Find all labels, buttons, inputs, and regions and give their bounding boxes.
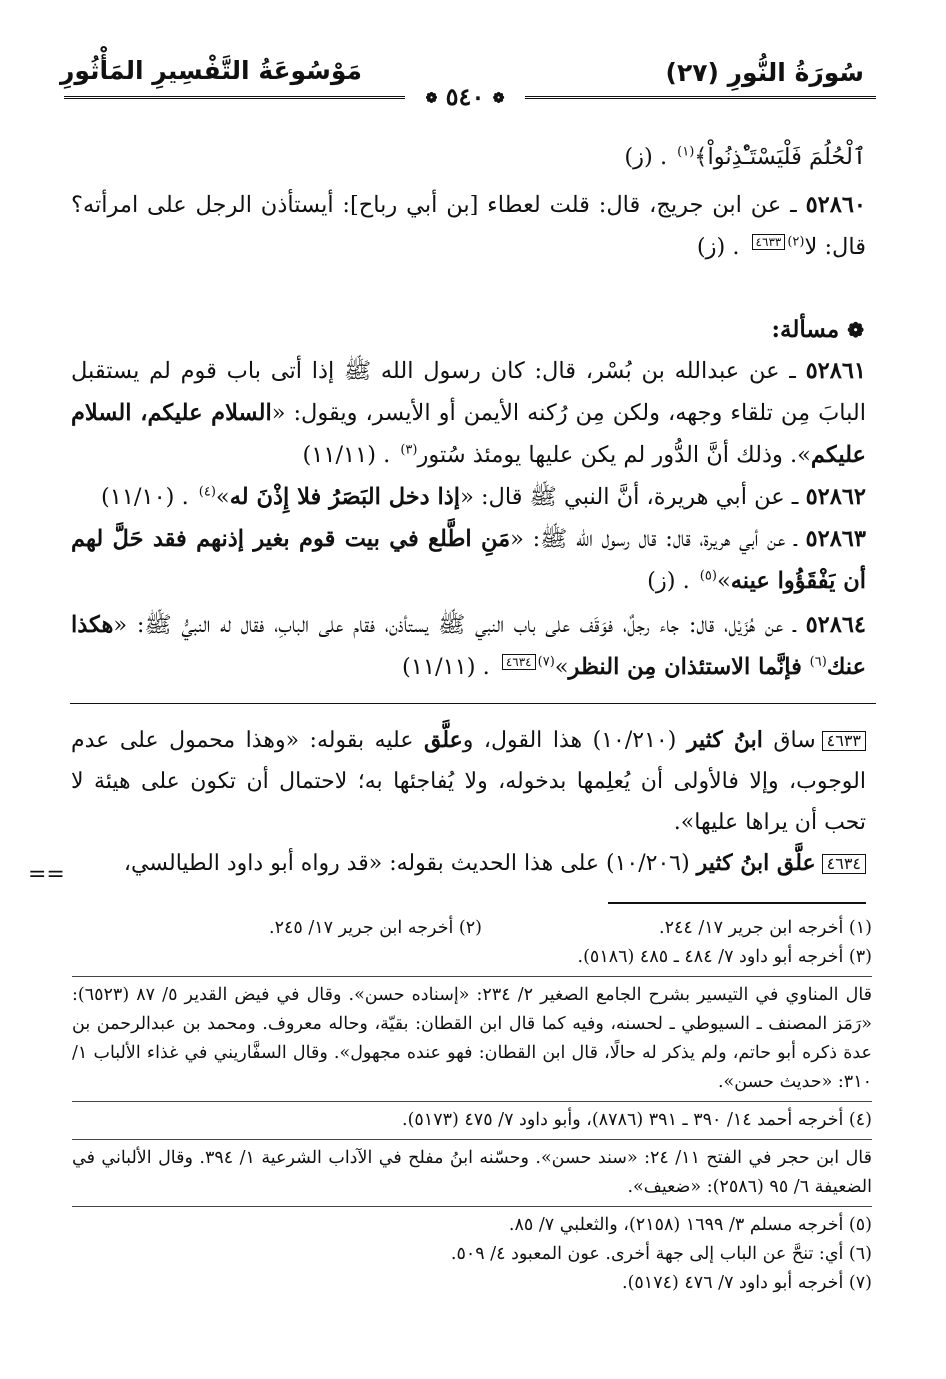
book-title: مَوْسُوعَةُ التَّفْسِيرِ المَأْثُورِ xyxy=(60,56,362,85)
hadith-text: » xyxy=(215,484,230,510)
footnote-ref: (٥) xyxy=(699,568,717,584)
hadith-number: ٥٢٨٦٣ xyxy=(805,526,866,552)
footnotes-rule xyxy=(608,902,866,904)
hadith-52860 xyxy=(71,184,866,268)
footnote-ref: (٤) xyxy=(198,484,216,500)
page-number: ٥٤٠ xyxy=(445,82,485,111)
note-bold: علَّق xyxy=(423,727,463,753)
verse-end-line xyxy=(71,136,866,178)
footnote-divider xyxy=(72,1206,872,1207)
note-box-ref: ٤٦٣٣ xyxy=(752,234,786,250)
surah-title: سُورَةُ النُّورِ (٢٧) xyxy=(665,58,864,87)
footnote-4: (٤) أخرجه أحمد ١٤/ ٣٩٠ ـ ٣٩١ (٨٧٨٦)، وأبو داود ٧/ ٤٧٥ (٥١٧٣). xyxy=(402,1110,872,1130)
notes-separator xyxy=(70,703,876,704)
hadith-52862 xyxy=(71,476,866,518)
footnote-7: (٧) أخرجه أبو داود ٧/ ٤٧٦ (٥١٧٤). xyxy=(622,1273,872,1293)
hadith-52863 xyxy=(71,518,866,602)
hadith-number: ٥٢٨٦٤ xyxy=(805,612,866,638)
hadith-quote: هكذا عنك xyxy=(71,612,866,680)
note-text: (١٠/٢١٠) هذا القول، و xyxy=(462,728,687,753)
source-mark: . (١١/١١) xyxy=(402,654,490,680)
hadith-text: ـ عن عبدالله بن بُسْر، قال: كان رسول الله ﷺ إذا أتى باب قوم لم يستقبل البابَ مِن تلقاء وجهه، ولكن مِن رُكنه الأيمن أو الأيسر، ويقول: « xyxy=(71,358,867,426)
page-number-box xyxy=(405,82,525,112)
ornament-icon: ❁ xyxy=(425,90,438,107)
footnote-divider xyxy=(72,976,872,977)
footnotes xyxy=(72,914,872,1298)
section-heading xyxy=(772,316,864,343)
footnote-divider xyxy=(72,1139,872,1140)
hadith-number: ٥٢٨٦٢ xyxy=(805,484,866,510)
hadith-text: ». وذلك أنَّ الدُّور لم يكن عليها يومئذ سُتور xyxy=(417,442,811,468)
hadith-quote: إذا دخل البَصَرُ فلا إِذْنَ له xyxy=(229,484,461,510)
source-mark: . (ز) xyxy=(647,568,690,594)
quran-fragment: ٱلْحُلُمَ فَلْيَسْتَـْٔذِنُواْ﴾ xyxy=(694,144,866,170)
hadith-number: ٥٢٨٦١ xyxy=(805,358,866,384)
hadith-quote: السلام عليكم، السلام عليكم xyxy=(71,400,866,468)
hadith-text: ـ عن هُزَيْل، قال: جاء رجلٌ، فوَقَف على باب النبي ﷺ يستأذن، فقام على البابِ، فقال له النبيُّ ﷺ: « xyxy=(113,612,796,638)
footnote-5: (٥) أخرجه مسلم ٣/ ١٦٩٩ (٢١٥٨)، والثعلبي ٧/ ٨٥. xyxy=(508,1215,872,1235)
footnote-ref: (٦) xyxy=(809,654,827,670)
footnote-row xyxy=(72,914,872,943)
source-mark: . (ز) xyxy=(624,144,668,170)
note-bold: ابنُ كثير xyxy=(686,727,763,753)
note-4633 xyxy=(71,720,866,843)
footnote-ref: (٢) xyxy=(787,234,805,250)
note-text: (١٠/٢٠٦) على هذا الحديث بقوله: «قد رواه أبو داود الطيالسي، xyxy=(123,851,697,876)
hadith-52861 xyxy=(71,350,866,476)
footnote-ref: (٣) xyxy=(400,442,418,458)
hadith-text: ـ عن أبي هريرة، قال: قال رسول الله ﷺ: « xyxy=(510,526,797,552)
footnote-ref: (٧) xyxy=(537,654,555,670)
heading-text: مسألة: xyxy=(771,316,840,343)
flower-icon: ❁ xyxy=(847,318,864,342)
footnote-4-note: قال ابن حجر في الفتح ١١/ ٢٤: «سند حسن». وحسّنه ابنُ مفلح في الآداب الشرعية ١/ ٣٩٤. وقال الألباني في الضعيفة ٦/ ٩٥ (٢٥٨٦): «ضعيف». xyxy=(72,1148,872,1197)
footnote-2: (٢) أخرجه ابن جرير ١٧/ ٢٤٥. xyxy=(269,918,482,938)
editorial-notes xyxy=(71,720,866,884)
hadith-quote: مَنِ اطَّلع في بيت قوم بغير إذنهم فقد حَلَّ لهم أن يَفْقَؤُوا عينه xyxy=(71,526,866,594)
hadith-number: ٥٢٨٦٠ xyxy=(805,192,866,218)
note-box-ref: ٤٦٣٤ xyxy=(502,654,536,670)
note-text: ساق xyxy=(762,728,816,753)
footnote-6: (٦) أي: تنحَّ عن الباب إلى جهة أخرى. عون المعبود ٤/ ٥٠٩. xyxy=(450,1244,872,1264)
footnote-1: (١) أخرجه ابن جرير ١٧/ ٢٤٤. xyxy=(659,918,872,938)
note-text: عليه بقوله: «وهذا محمول على عدم الوجوب، وإلا فالأولى أن يُعلِمها بدخوله، ولا يُفاجئها به؛ لاحتمال أن تكون على هيئة لا تحب أن يراها عليها». xyxy=(71,728,866,835)
hadith-text: ـ عن أبي هريرة، أنَّ النبي ﷺ قال: « xyxy=(460,484,799,510)
continuation-mark: == xyxy=(28,862,65,887)
note-bold: علَّق ابنُ كثير xyxy=(696,850,816,876)
footnote-3-note: قال المناوي في التيسير بشرح الجامع الصغير ٢/ ٢٣٤: «إسناده حسن». وقال في فيض القدير ٥/ ٨٧ (٦٥٢٣): «رَمَز المصنف ـ السيوطي ـ لحسنه، وفيه كما قال ابن القطان: بقيّة، وحاله معروف. ومحمد بن عبدالرحمن بن عدة ذكره أبو حاتم، ولم يذكر له حالًا، قال ابن القطان: فهو عنده مجهول». وقال السفَّاريني في غذاء الألباب ١/ ٣١٠: «حديث حسن». xyxy=(72,985,873,1092)
hadith-text: ـ عن ابن جريج، قال: قلت لعطاء [بن أبي رباح]: أيستأذن الرجل على امرأته؟ قال: لا xyxy=(71,192,866,260)
note-box-label: ٤٦٣٤ xyxy=(822,854,866,874)
hadith-text: » xyxy=(716,568,731,594)
hadith-text: » xyxy=(554,654,569,680)
hadith-52864 xyxy=(71,604,866,688)
footnote-divider xyxy=(72,1101,872,1102)
note-box-label: ٤٦٣٣ xyxy=(822,731,866,751)
source-mark: . (١١/١١) xyxy=(302,442,391,468)
footnote-3: (٣) أخرجه أبو داود ٧/ ٤٨٤ ـ ٤٨٥ (٥١٨٦). xyxy=(577,947,872,967)
hadith-quote: فإنَّما الاستئذان مِن النظر xyxy=(568,654,810,680)
source-mark: . (١١/١٠) xyxy=(100,484,189,510)
source-mark: . (ز) xyxy=(696,234,740,260)
footnote-ref: (١) xyxy=(677,144,695,160)
note-4634 xyxy=(71,843,866,884)
ornament-icon: ❁ xyxy=(492,90,505,107)
